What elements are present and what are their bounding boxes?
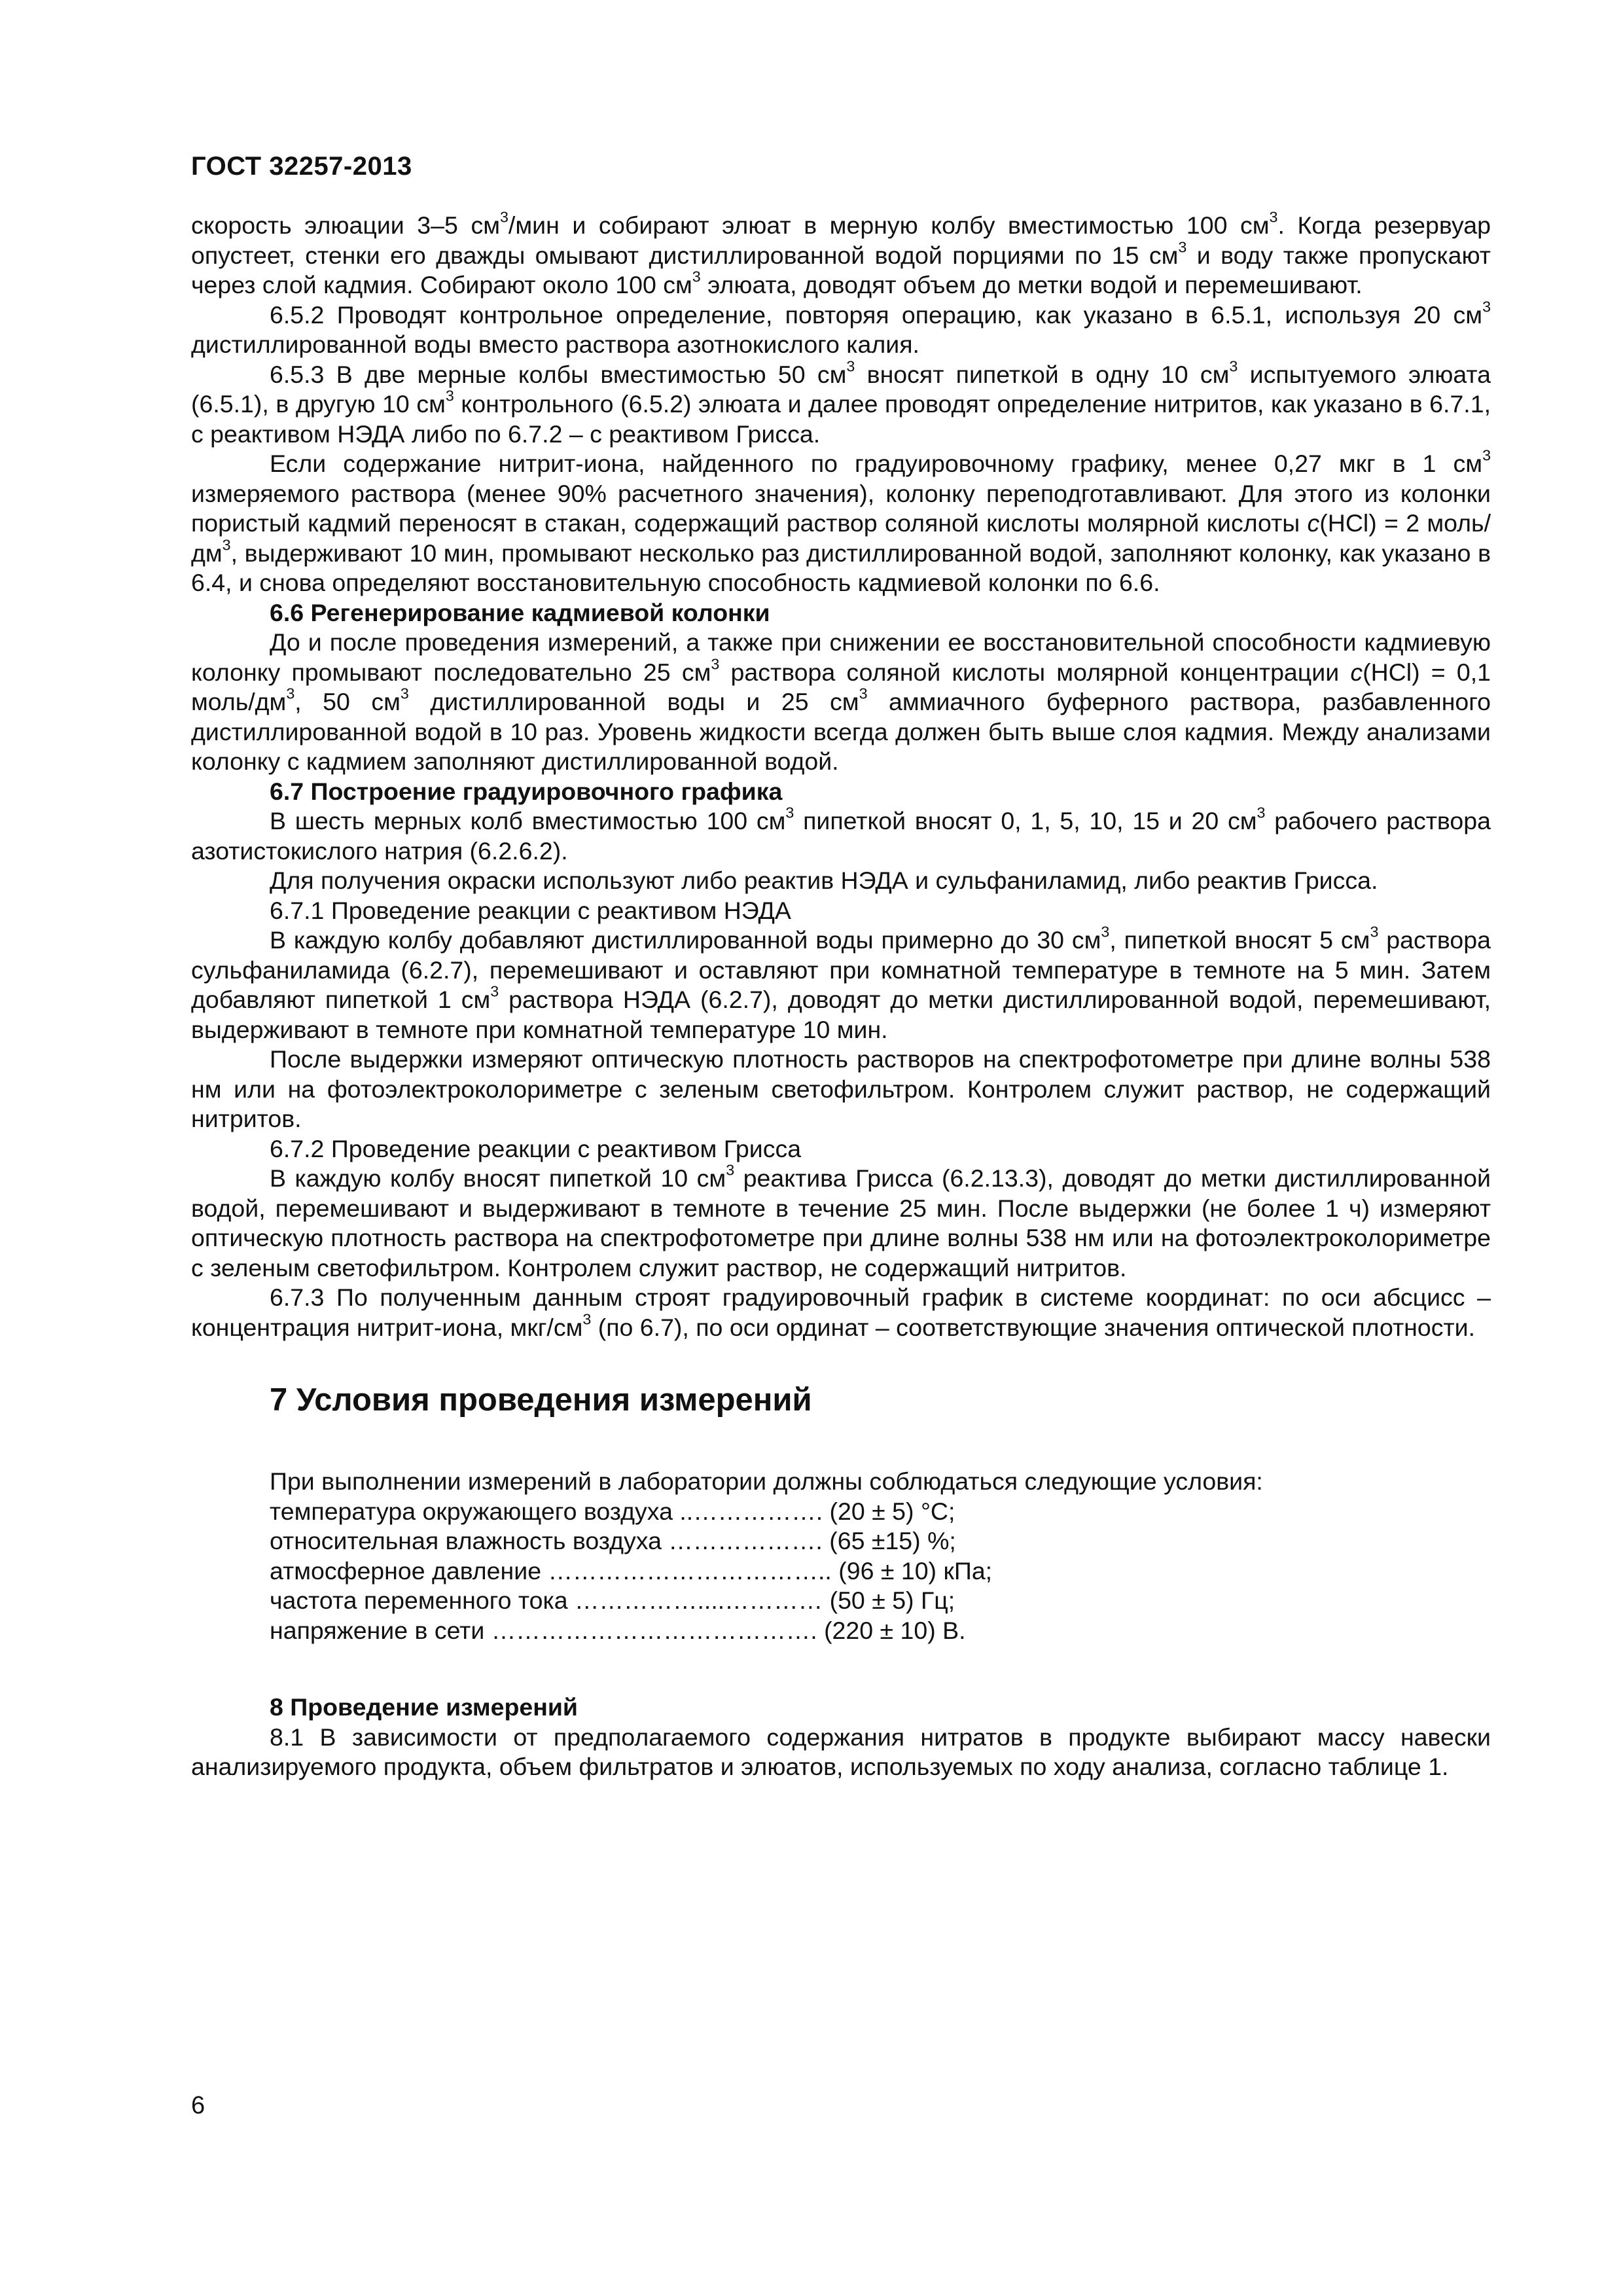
section-7-title: 7 Условия проведения измерений: [270, 1382, 812, 1418]
condition-voltage: напряжение в сети …………………………………. (220 ± 10) В.: [270, 1616, 966, 1644]
paragraph-elution-end: скорость элюации 3–5 $см^3$/мин и собирают элюат в мерную колбу вместимостью 100 $см^3$. Когда резервуар опустеет, стенки его дважды омывают дистиллированной водой порциями по 15 $см^3$ и воду также пропускают через слой кадмия. Собирают около 100 $см^3$ элюата, доводят объем до метки водой и перемешивают.: [191, 208, 1491, 298]
heading-6-7-2: 6.7.2 Проведение реакции с реактивом Грисса: [270, 1134, 802, 1162]
conditions-intro: При выполнении измерений в лаборатории должны соблюдаться следующие условия:: [270, 1467, 1263, 1495]
heading-6-7: 6.7 Построение градуировочного графика: [270, 777, 783, 805]
paragraph-6-7-3: 6.7.3 По полученным данным строят градуировочный график в системе координат: по оси абсцисс – концентрация нитрит-иона, мкг/$см^3$ (по 6.7), по оси ординат – соответствующие значения оптической плотности.: [191, 1283, 1491, 1341]
document-header: ГОСТ 32257-2013: [191, 152, 412, 181]
paragraph-neda-reaction: В каждую колбу добавляют дистиллированной воды примерно до 30 $см^3$, пипеткой вносят 5 $см^3$ раствора сульфаниламида (6.2.7), перемешивают и оставляют при комнатной температуре в темноте на 5 мин. Затем добавляют пипеткой 1 $см^3$ раствора НЭДА (6.2.7), доводят до метки дистиллированной водой, перемешивают, выдерживают в темноте при комнатной температуре 10 мин.: [191, 923, 1491, 1043]
heading-6-7-1: 6.7.1 Проведение реакции с реактивом НЭДА: [270, 896, 791, 924]
section-8-title: 8 Проведение измерений: [270, 1693, 578, 1721]
paragraph-coloring: Для получения окраски используют либо реактив НЭДА и сульфаниламид, либо реактив Грисса.: [270, 867, 1378, 894]
paragraph-optical-density-1: После выдержки измеряют оптическую плотность растворов на спектрофотометре при длине волны 538 нм или на фотоэлектроколориметре с зеленым светофильтром. Контролем служит раствор, не содержащий нитритов.: [191, 1045, 1491, 1132]
paragraph-8-1: 8.1 В зависимости от предполагаемого содержания нитратов в продукте выбирают массу навески анализируемого продукта, объем фильтратов и элюатов, используемых по ходу анализа, согласно таблице 1.: [191, 1723, 1491, 1780]
page-body: [191, 208, 1491, 1782]
paragraph-six-flasks: В шесть мерных колб вместимостью 100 $см^3$ пипеткой вносят 0, 1, 5, 10, 15 и 20 $см^3$ рабочего раствора азотистокислого натрия (6.2.6.2).: [191, 804, 1491, 865]
condition-humidity: относительная влажность воздуха ………………. (65 ±15) %;: [270, 1527, 956, 1554]
paragraph-griess-reaction: В каждую колбу вносят пипеткой 10 $см^3$ реактива Грисса (6.2.13.3), доводят до метки дистиллированной водой, перемешивают и выдерживают в темноте в течение 25 мин. После выдержки (не более 1 ч) измеряют оптическую плотность раствора на спектрофотометре при длине волны 538 нм или на фотоэлектроколориметре с зеленым светофильтром. Контролем служит раствор, не содержащий нитритов.: [191, 1161, 1491, 1282]
paragraph-recondition-column: Если содержание нитрит-иона, найденного по градуировочному графику, менее 0,27 мкг в 1 $см^3$ измеряемого раствора (менее 90% расчетного значения), колонку переподготавливают. Для этого из колонки пористый кадмий переносят в стакан, содержащий раствор соляной кислоты молярной кислоты c(HCl) = 2 моль/$дм^3$, выдерживают 10 мин, промывают несколько раз дистиллированной водой, заполняют колонку, как указано в 6.4, и снова определяют восстановительную способность кадмиевой колонки по 6.6.: [191, 446, 1491, 596]
condition-temperature: температура окружающего воздуха ..……………. (20 ± 5) °С;: [270, 1497, 955, 1525]
page-number: 6: [191, 2092, 205, 2119]
paragraph-6-5-2: 6.5.2 Проводят контрольное определение, повторяя операцию, как указано в 6.5.1, используя 20 $см^3$ дистиллированной воды вместо раствора азотнокислого калия.: [191, 298, 1491, 358]
heading-6-6: 6.6 Регенерирование кадмиевой колонки: [270, 598, 770, 626]
condition-frequency: частота переменного тока ……………....………… (50 ± 5) Гц;: [270, 1587, 955, 1614]
condition-pressure: атмосферное давление …………………………….. (96 ± 10) кПа;: [270, 1556, 993, 1585]
paragraph-regeneration: До и после проведения измерений, а также при снижении ее восстановительной способности кадмиевую колонку промывают последовательно 25 $см^3$ раствора соляной кислоты молярной концентрации c(HCl) = 0,1 моль/$дм^3$, 50 $см^3$ дистиллированной воды и 25 $см^3$ аммиачного буферного раствора, разбавленного дистиллированной водой в 10 раз. Уровень жидкости всегда должен быть выше слоя кадмия. Между анализами колонку с кадмием заполняют дистиллированной водой.: [191, 628, 1491, 775]
paragraph-6-5-3: 6.5.3 В две мерные колбы вместимостью 50 $см^3$ вносят пипеткой в одну 10 $см^3$ испытуемого элюата (6.5.1), в другую 10 $см^3$ контрольного (6.5.2) элюата и далее проводят определение нитритов, как указано в 6.7.1, с реактивом НЭДА либо по 6.7.2 – с реактивом Грисса.: [191, 357, 1491, 448]
